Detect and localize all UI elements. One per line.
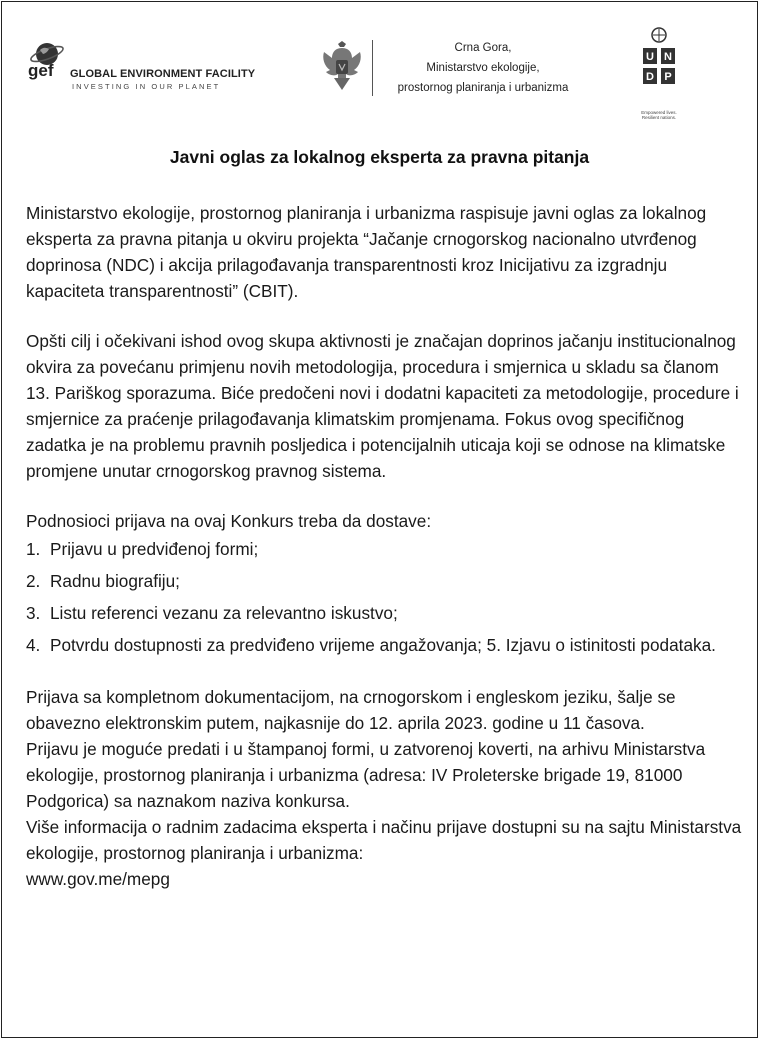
ministry-line-1: Crna Gora, bbox=[454, 42, 512, 54]
requirement-number: 3. bbox=[26, 603, 41, 623]
gef-logo-block bbox=[26, 38, 256, 94]
requirement-item bbox=[26, 600, 742, 626]
ministry-line-2: Ministarstvo ekologije, bbox=[426, 62, 540, 74]
ministry-line-3: prostornog planiranja i urbanizma bbox=[397, 82, 569, 94]
gef-tagline: INVESTING IN OUR PLANET bbox=[72, 82, 221, 91]
undp-letter-u: U bbox=[646, 51, 654, 63]
montenegro-coat-of-arms-icon bbox=[320, 40, 364, 94]
requirement-item bbox=[26, 568, 742, 594]
requirement-text: Potvrdu dostupnosti za predviđeno vrijeme angažovanja; 5. Izjavu o istinitosti podataka. bbox=[50, 635, 716, 655]
requirement-text: Radnu biografiju; bbox=[50, 571, 180, 591]
ad-body bbox=[26, 200, 742, 892]
requirements-list bbox=[26, 536, 742, 658]
intro-paragraph: Ministarstvo ekologije, prostornog planiranja i urbanizma raspisuje javni oglas za lokalnog eksperta za pravna pitanja u okviru projekta “Jačanje crnogorskog nacionalno utvrđenog doprinosa (NDC) i akcija prilagođavanja transparentnosti kroz Inicijativu za izgradnju kapaciteta transparentnosti” (CBIT). bbox=[26, 203, 707, 301]
submission-paragraph: Prijava sa kompletnom dokumentacijom, na crnogorskom i engleskom jeziku, šalje se obavezno elektronskim putem, najkasnije do 12. aprila 2023. godine u 11 časova. bbox=[26, 687, 676, 733]
undp-letter-n: N bbox=[664, 51, 672, 63]
page-title: Javni oglas za lokalnog eksperta za pravna pitanja bbox=[169, 147, 590, 167]
print-submission-paragraph: Prijavu je moguće predati i u štampanoj formi, u zatvorenoj koverti, na arhivu Ministarstva ekologije, prostornog planiranja i urbanizma (adresa: IV Proleterske brigade 19, 81000 Podgorica) sa naznakom naziva konkursa. bbox=[26, 739, 706, 811]
requirement-number: 1. bbox=[26, 539, 41, 559]
requirement-item bbox=[26, 536, 742, 562]
header-divider bbox=[372, 40, 373, 96]
goal-paragraph: Opšti cilj i očekivani ishod ovog skupa aktivnosti je značajan doprinos jačanju institucionalnog okvira za povećanu primjenu novih metodologija, procedura i smjernica u skladu sa članom 13. Pariškog sporazuma. Biće predočeni novi i dodatni kapaciteti za metodologije, procedure i smjernice za praćenje prilagođavanja klimatskim promjenama. Fokus ovog specifičnog zadatka je na problemu pravnih posljedica i potencijalnih uticaja koji se odnose na klimatske promjene unutar crnogorskog pravnog sistema. bbox=[26, 331, 739, 481]
more-info-paragraph: Više informacija o radnim zadacima eksperta i načinu prijave dostupni su na sajtu Ministarstva ekologije, prostornog planiranja i urbanizma: bbox=[26, 817, 742, 863]
ministry-header bbox=[378, 38, 588, 98]
undp-logo-icon bbox=[642, 26, 676, 116]
gef-logo-text: gef bbox=[28, 61, 54, 80]
gef-globe-icon bbox=[26, 38, 76, 88]
undp-letter-p: P bbox=[664, 71, 672, 83]
gef-name: GLOBAL ENVIRONMENT FACILITY bbox=[70, 68, 256, 80]
requirement-text: Listu referenci vezanu za relevantno iskustvo; bbox=[50, 603, 398, 623]
requirements-intro: Podnosioci prijava na ovaj Konkurs treba da dostave: bbox=[26, 511, 432, 531]
undp-letter-d: D bbox=[646, 71, 654, 83]
requirement-item bbox=[26, 632, 742, 658]
requirement-number: 2. bbox=[26, 571, 41, 591]
requirement-number: 4. bbox=[26, 635, 41, 655]
requirement-text: Prijavu u predviđenoj formi; bbox=[50, 539, 259, 559]
ministry-url-link[interactable]: www.gov.me/mepg bbox=[26, 869, 170, 889]
undp-tagline: Empowered lives. Resilient nations. bbox=[641, 110, 677, 120]
